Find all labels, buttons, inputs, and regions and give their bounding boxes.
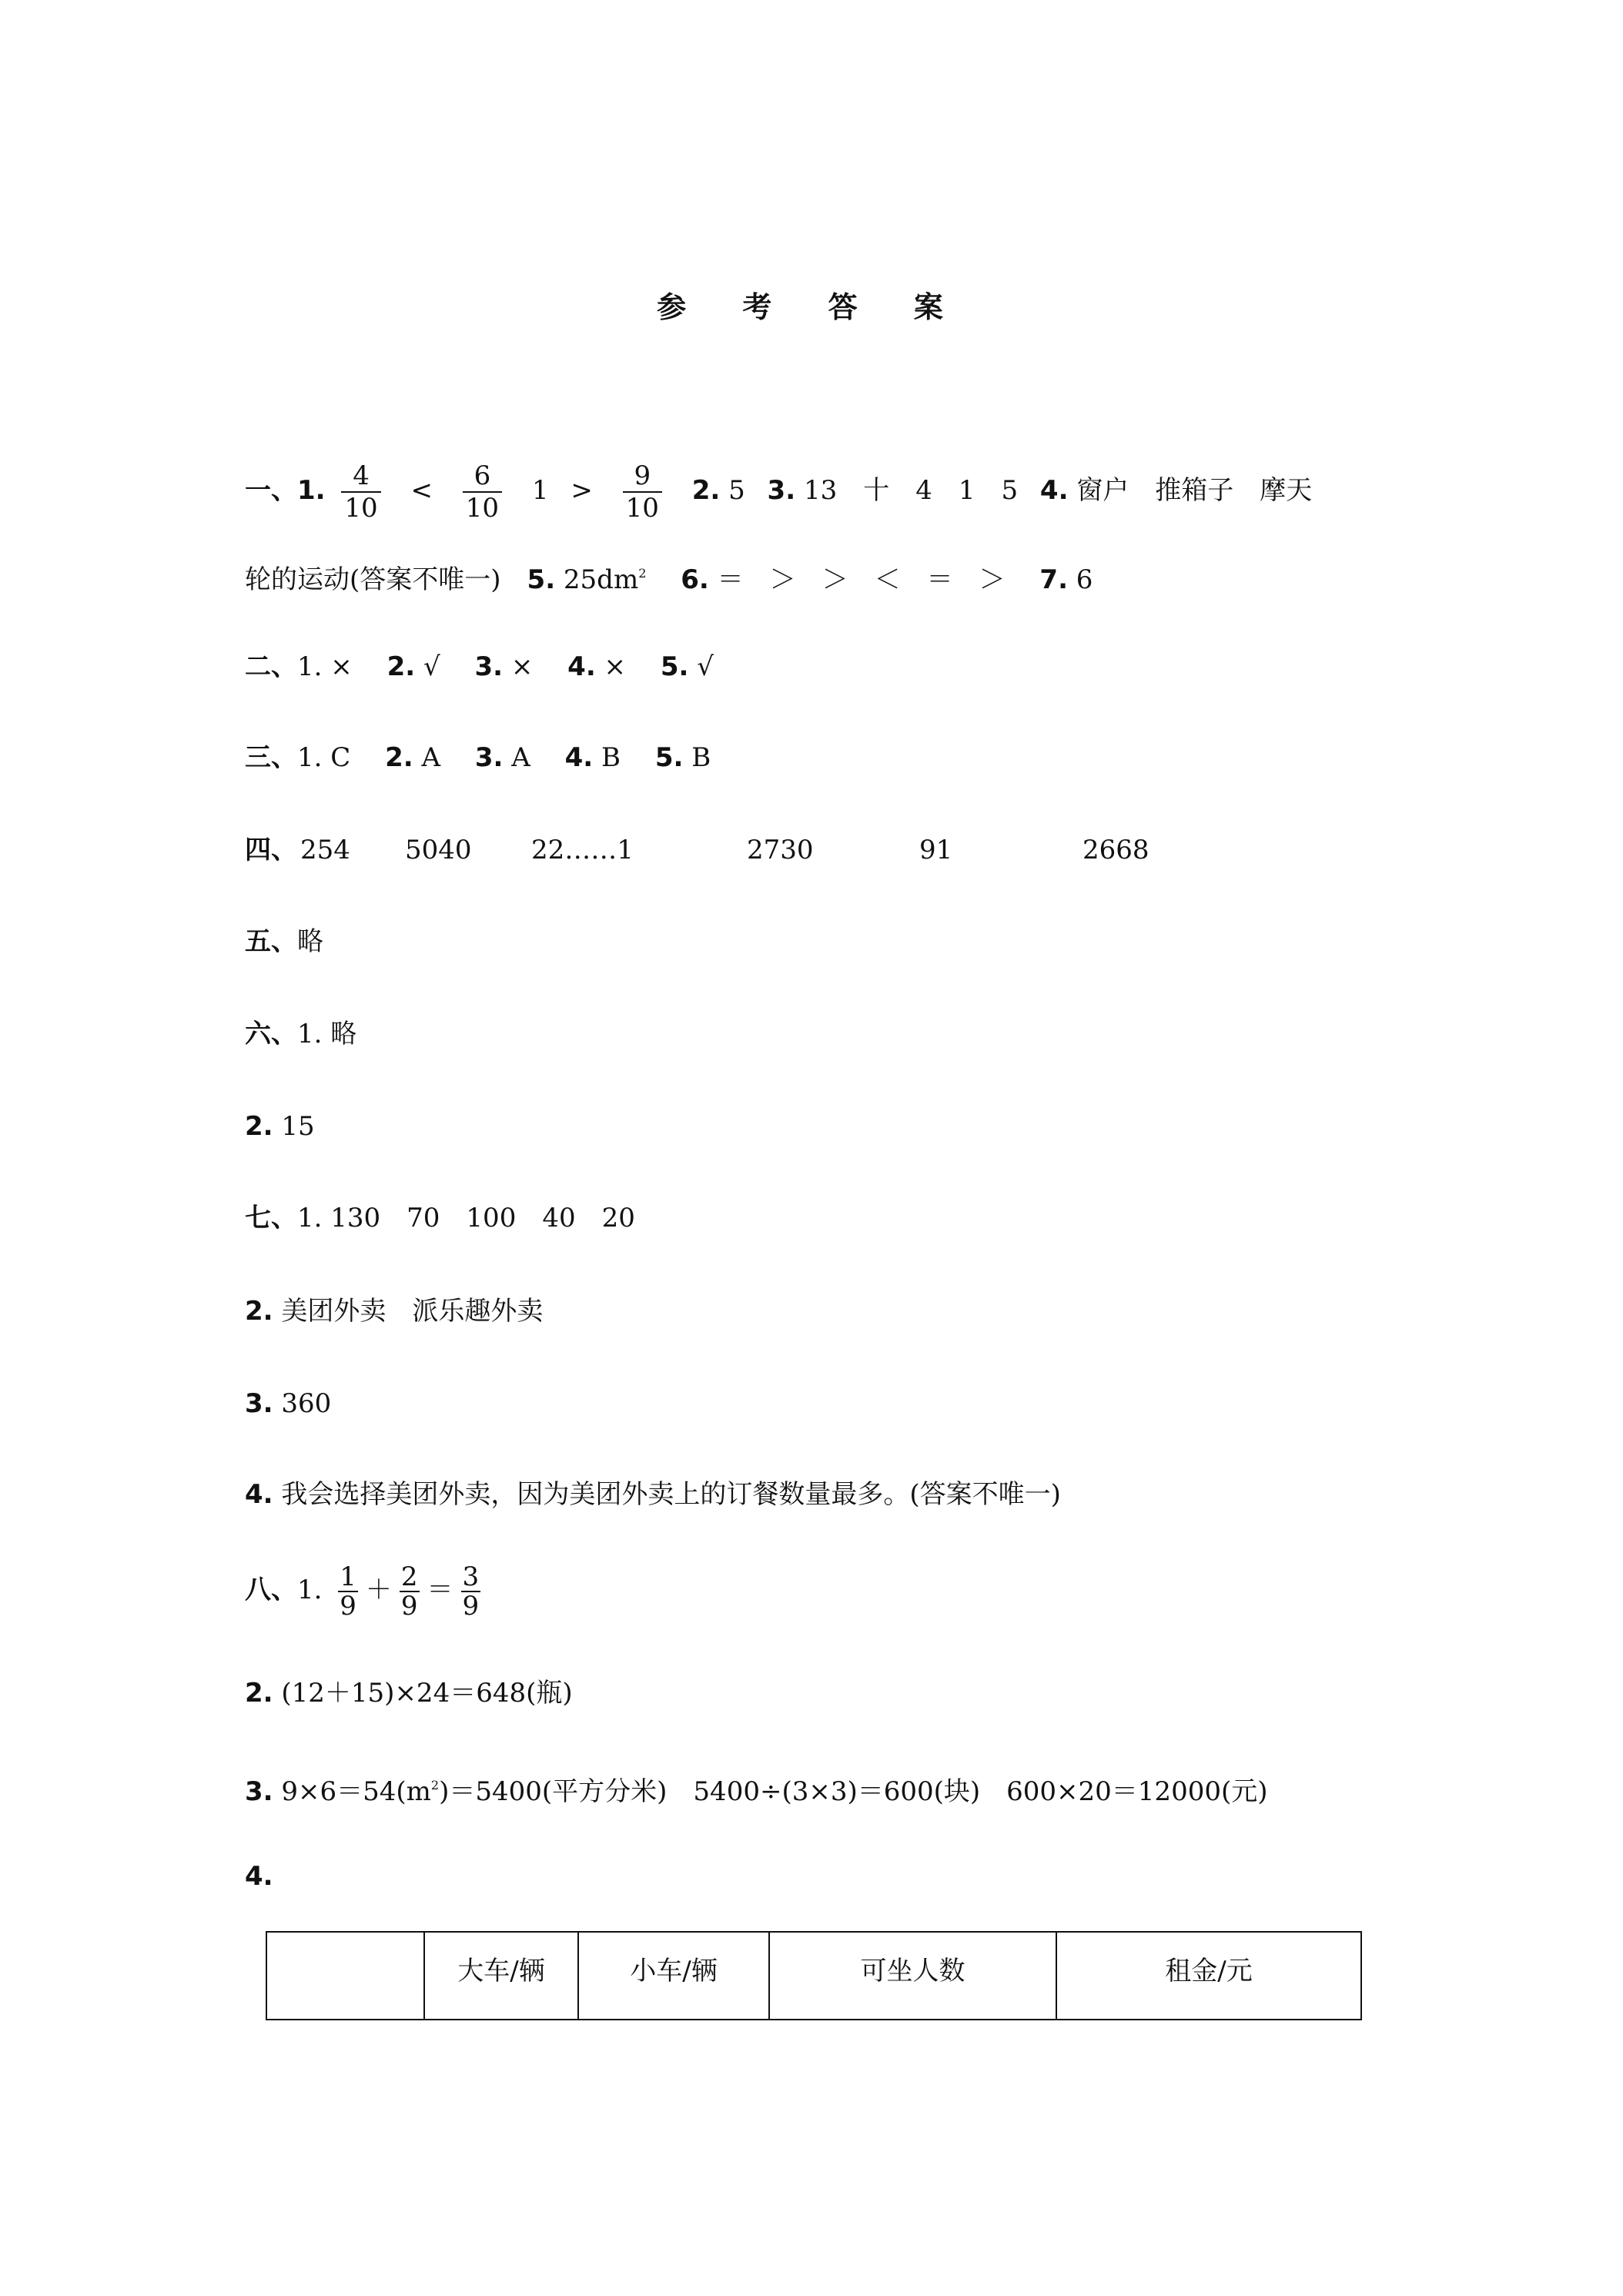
q1-answer: 略 <box>330 1019 357 1049</box>
table-header-cell: 可坐人数 <box>769 1932 1056 2020</box>
q2-number: 2. <box>387 651 416 682</box>
calc-result: 22……1 <box>531 835 634 865</box>
q4-answer-part1: 窗户 推箱子 摩天 <box>1076 475 1313 506</box>
fraction-numerator: 6 <box>463 460 502 493</box>
fraction-3-9 <box>461 1563 481 1620</box>
table-header-cell: 小车/辆 <box>578 1932 769 2020</box>
section-7-line-1 <box>245 1200 635 1236</box>
q2-answer: (12＋15)×24＝648(瓶) <box>281 1678 573 1709</box>
q4-answer: B <box>601 742 621 773</box>
q3-number: 3. <box>767 475 796 506</box>
q1-number: 1. <box>297 1019 323 1049</box>
q5-number: 5. <box>660 651 689 682</box>
fraction-numerator: 3 <box>462 1561 480 1592</box>
fraction-numerator: 1 <box>340 1561 356 1592</box>
q2-number: 2. <box>245 1296 273 1327</box>
q7-number: 7. <box>1039 564 1068 595</box>
section-5-label: 五、 <box>245 926 297 957</box>
fraction-denominator: 9 <box>340 1591 356 1622</box>
section-1-line-1 <box>245 460 1312 524</box>
q1-number: 1. <box>297 651 323 682</box>
less-than-sign: < <box>410 475 433 506</box>
q4-answer: 我会选择美团外卖，因为美团外卖上的订餐数量最多。(答案不唯一) <box>281 1479 1061 1510</box>
section-8-line-3 <box>245 1768 1268 1809</box>
section-7-line-2 <box>245 1294 543 1329</box>
q5-number: 5. <box>654 742 684 773</box>
section-1-label: 一、 <box>245 475 297 506</box>
fraction-6-10 <box>463 460 502 524</box>
q3-number: 3. <box>245 1776 273 1807</box>
section-8-line-2 <box>245 1675 573 1711</box>
section-7-line-4 <box>245 1477 1061 1512</box>
q1-answer: × <box>330 651 353 682</box>
section-6-line-1 <box>245 1016 356 1052</box>
section-4-line <box>245 832 1149 868</box>
superscript: 2 <box>638 566 647 581</box>
section-8-label: 八、 <box>245 1575 297 1605</box>
q3-answer: A <box>511 742 530 773</box>
fraction-numerator: 2 <box>400 1561 418 1592</box>
q4-number: 4. <box>564 742 594 773</box>
q6-number: 6. <box>681 564 709 595</box>
fraction-numerator: 4 <box>341 460 380 493</box>
q3-answer: × <box>510 651 534 682</box>
section-6-line-2 <box>245 1109 315 1144</box>
q1-number: 1. <box>297 1203 323 1233</box>
table-header-cell: 租金/元 <box>1056 1932 1361 2020</box>
q4-number: 4. <box>245 1479 273 1510</box>
q2-number: 2. <box>245 1111 273 1142</box>
q4-answer-part2: 轮的运动(答案不唯一) <box>245 564 501 595</box>
q2-number: 2. <box>245 1678 273 1709</box>
fraction-denominator: 9 <box>400 1591 418 1622</box>
q2-answer: 美团外卖 派乐趣外卖 <box>281 1296 544 1327</box>
q2-number: 2. <box>385 742 413 773</box>
plus-sign: ＋ <box>365 1575 392 1605</box>
fraction-denominator: 9 <box>462 1591 480 1622</box>
calc-result: 2668 <box>1083 835 1149 865</box>
q1-answer: 130 70 100 40 20 <box>330 1203 635 1233</box>
q2-answer: 15 <box>281 1111 315 1142</box>
q5-answer: √ <box>697 651 714 682</box>
fraction-2-9 <box>400 1563 420 1620</box>
section-8-line-4 <box>245 1859 273 1894</box>
q4-number: 4. <box>1039 475 1069 506</box>
section-1-line-2 <box>245 556 1093 597</box>
section-2-line <box>245 649 714 684</box>
q2-number: 2. <box>691 475 721 506</box>
q1-answer: C <box>330 742 351 773</box>
fraction-numerator: 9 <box>623 460 662 493</box>
q6-answer: ＝ ＞ ＞ ＜ ＝ ＞ <box>717 564 1006 595</box>
section-5-line <box>245 924 323 959</box>
q3-number: 3. <box>474 742 504 773</box>
section-8-line-1 <box>245 1563 488 1620</box>
greater-than-sign: > <box>571 475 593 506</box>
section-5-answer: 略 <box>297 926 323 957</box>
q2-answer: A <box>421 742 441 773</box>
calc-result: 91 <box>919 835 953 865</box>
fraction-denominator: 10 <box>625 493 659 524</box>
q5-answer: 25dm <box>563 564 639 595</box>
fraction-denominator: 10 <box>344 493 378 524</box>
q3-number: 3. <box>245 1388 273 1419</box>
page-title: 参 考 答 案 <box>657 290 966 324</box>
q3-answer: 13 十 4 1 5 <box>803 475 1019 506</box>
fraction-denominator: 10 <box>465 493 500 524</box>
section-7-line-3 <box>245 1386 331 1421</box>
q3-answer: 360 <box>281 1388 332 1419</box>
section-3-line <box>245 740 711 775</box>
q4-number: 4. <box>245 1861 273 1892</box>
q5-answer: B <box>691 742 711 773</box>
rental-table <box>266 1931 1362 2020</box>
q3-number: 3. <box>474 651 504 682</box>
q1-number: 1. <box>297 475 326 506</box>
superscript: 2 <box>430 1778 440 1792</box>
q4-number: 4. <box>567 651 596 682</box>
q3-answer: 9×6＝54(m <box>281 1776 431 1807</box>
section-6-label: 六、 <box>245 1019 297 1049</box>
section-3-label: 三、 <box>245 742 297 773</box>
q2-answer: √ <box>423 651 440 682</box>
q5-number: 5. <box>527 564 556 595</box>
fraction-9-10 <box>623 460 662 524</box>
fraction-4-10 <box>341 460 380 524</box>
q1-number: 1. <box>297 742 323 773</box>
section-7-label: 七、 <box>245 1203 297 1233</box>
table-header-cell <box>266 1932 424 2020</box>
calc-result: 5040 <box>405 835 472 865</box>
value-one: 1 <box>531 475 549 506</box>
equals-sign: ＝ <box>427 1575 453 1605</box>
section-4-label: 四、 <box>245 835 297 865</box>
table-header-cell: 大车/辆 <box>424 1932 578 2020</box>
table-row <box>266 1932 1361 2020</box>
q2-answer: 5 <box>728 475 745 506</box>
fraction-1-9 <box>338 1563 358 1620</box>
section-2-label: 二、 <box>245 651 297 682</box>
calc-result: 2730 <box>747 835 814 865</box>
q3-answer-cont: )＝5400(平方分米) 5400÷(3×3)＝600(块) 600×20＝12000(元) <box>439 1776 1268 1807</box>
q4-answer: × <box>604 651 627 682</box>
q7-answer: 6 <box>1076 564 1093 595</box>
q1-number: 1. <box>297 1575 323 1605</box>
calc-result: 254 <box>300 835 350 865</box>
